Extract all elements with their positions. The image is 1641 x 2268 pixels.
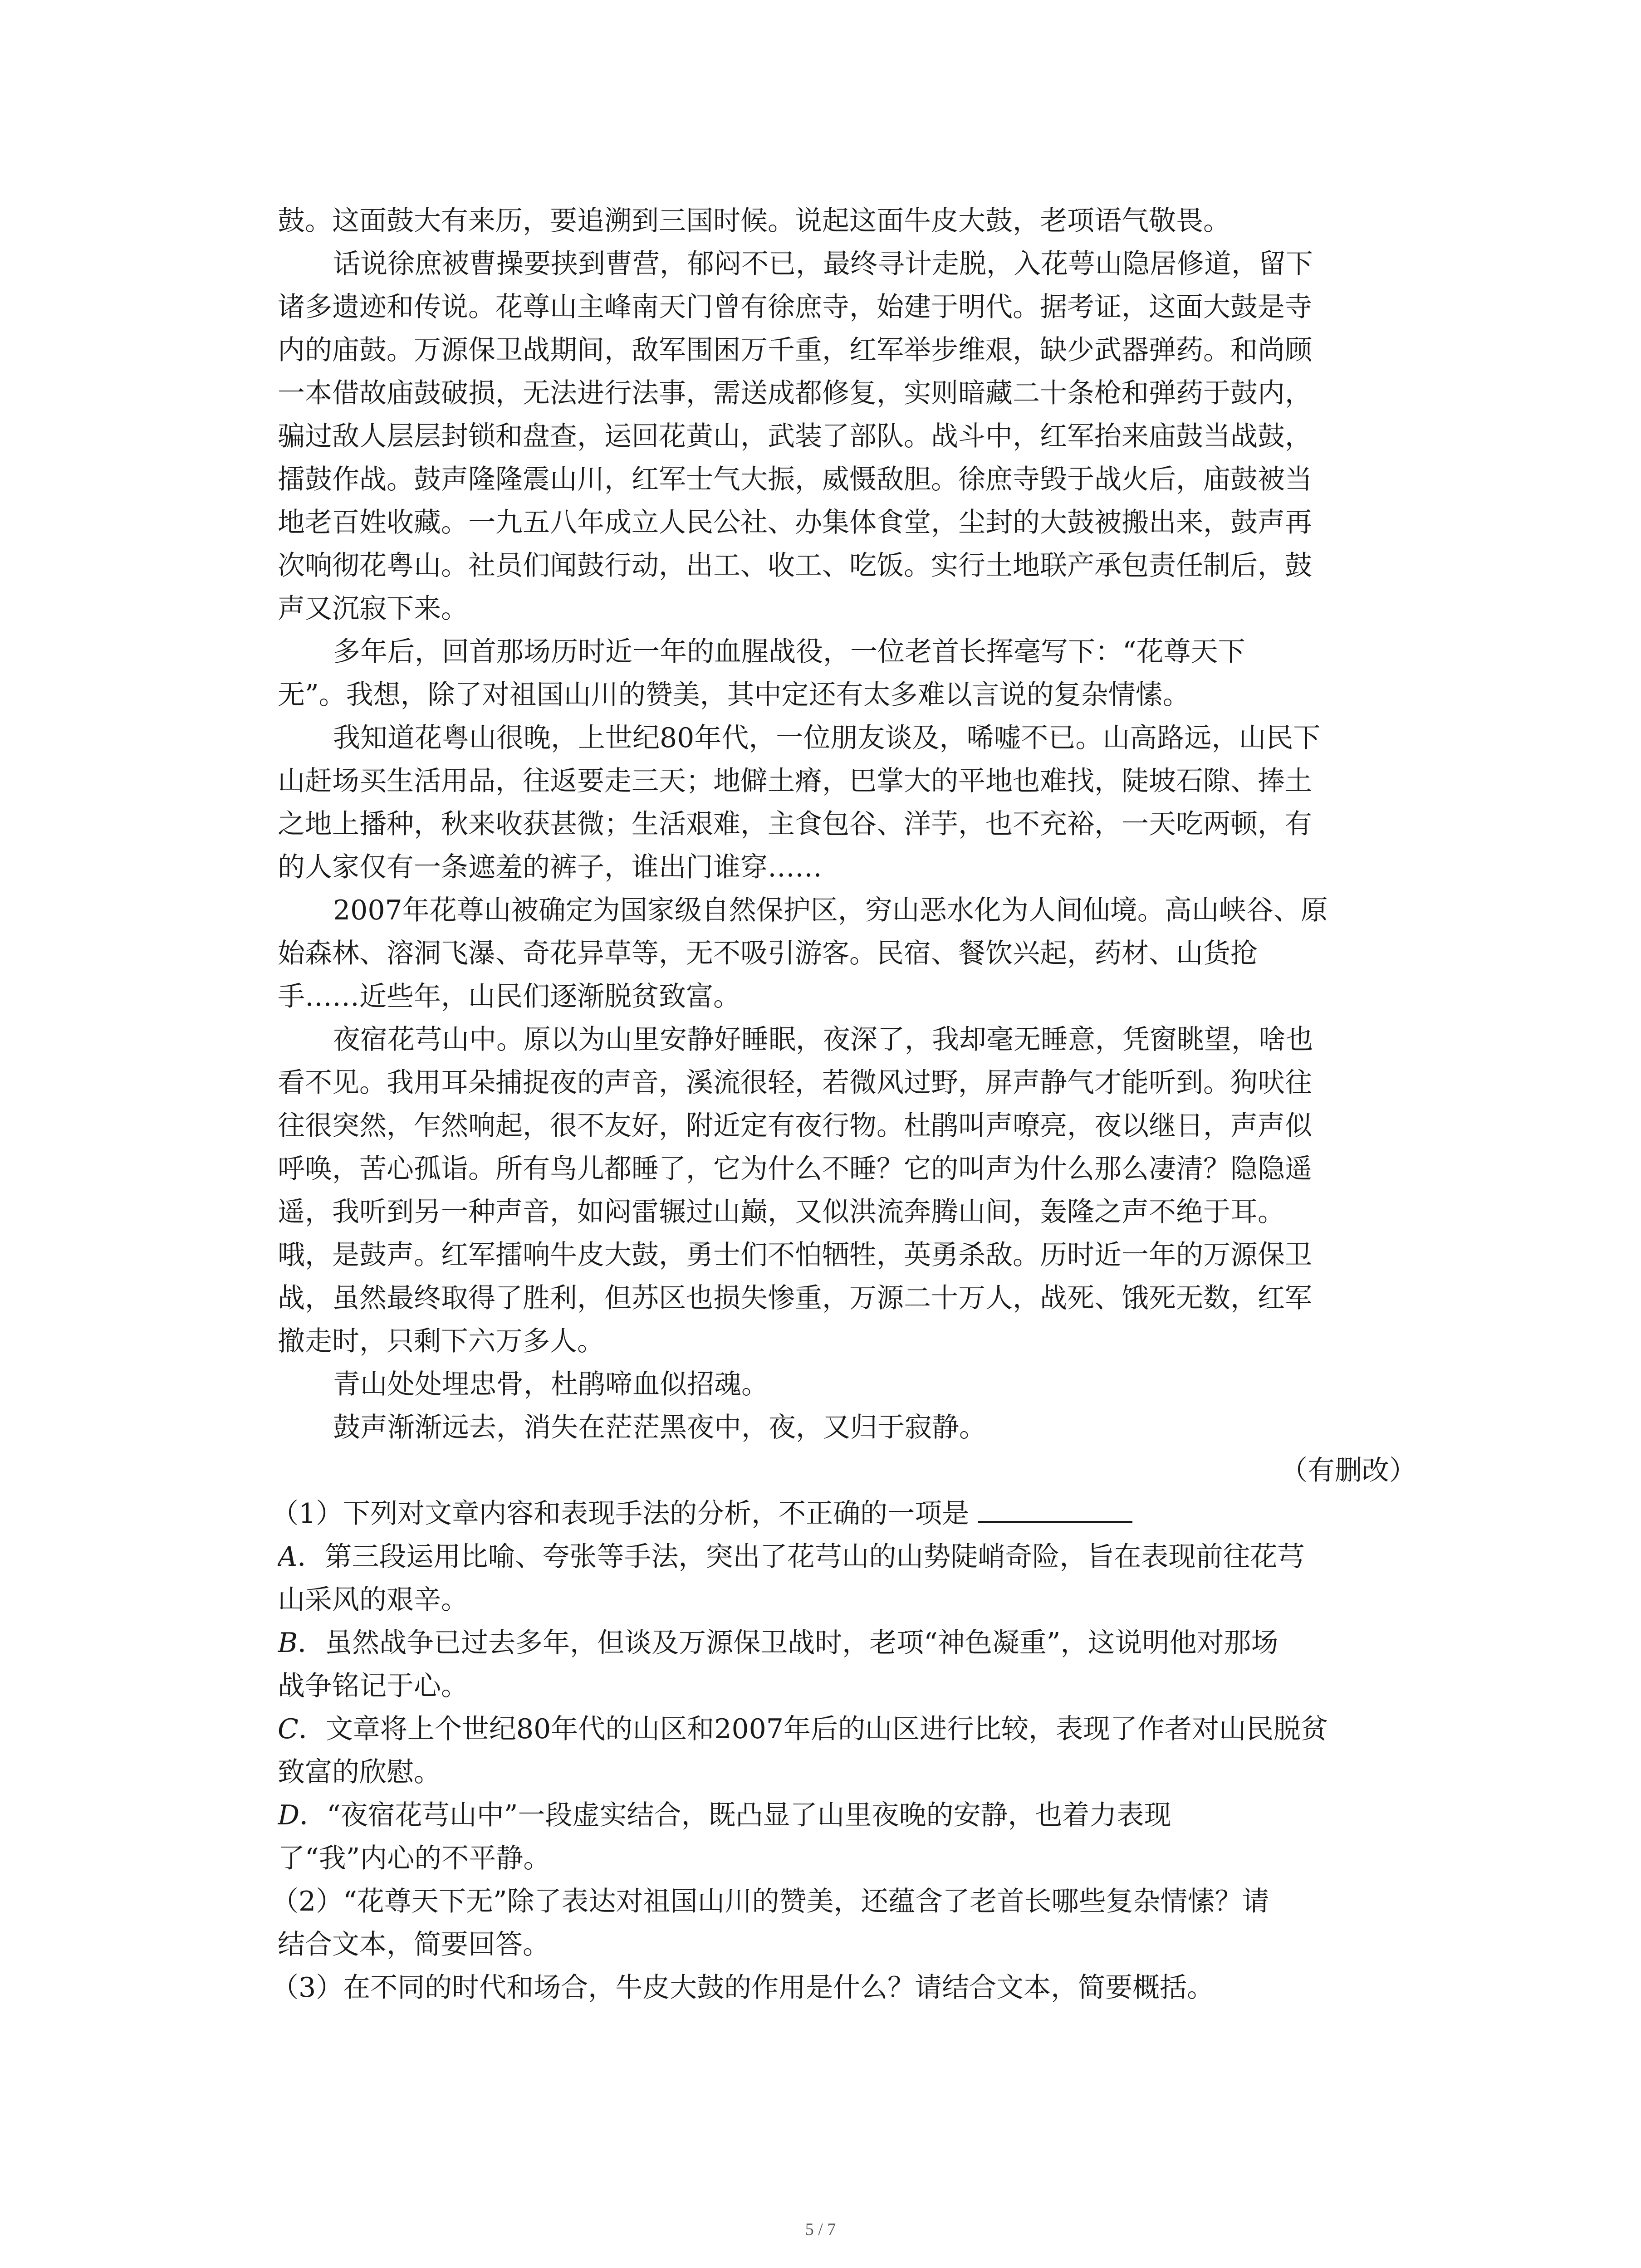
passage-line: 哦，是鼓声。红军擂响牛皮大鼓，勇士们不怕牺牲，英勇杀敌。历时近一年的万源保卫	[278, 1239, 1312, 1271]
option-b-letter: B	[278, 1627, 298, 1659]
option-b-continued: 战争铭记于心。	[278, 1670, 468, 1702]
passage-line: 遥，我听到另一种声音，如闷雷辗过山巅，又似洪流奔腾山间，轰隆之声不绝于耳。	[278, 1196, 1285, 1228]
option-c	[278, 1708, 1421, 1751]
passage-line: 2007年花尊山被确定为国家级自然保护区，穷山恶水化为人间仙境。高山峡谷、原	[333, 894, 1328, 926]
answer-blank	[978, 1494, 1132, 1523]
option-a	[278, 1535, 1421, 1579]
option-a-letter: A	[278, 1541, 298, 1573]
passage-line: 地老百姓收藏。一九五八年成立人民公社、办集体食堂，尘封的大鼓被搬出来，鼓声再	[278, 507, 1312, 538]
option-c-letter: C	[278, 1713, 299, 1745]
passage-line: 之地上播种，秋来收获甚微；生活艰难，主食包谷、洋芋，也不充裕，一天吃两顿，有	[278, 808, 1312, 840]
source-note: （有删改）	[1280, 1455, 1416, 1486]
option-d	[278, 1794, 1421, 1837]
passage-line: 手……近些年，山民们逐渐脱贫致富。	[278, 981, 740, 1012]
option-a-text: ．第三段运用比喻、夸张等手法，突出了花芎山的山势陡峭奇险，旨在表现前往花芎	[297, 1541, 1305, 1573]
option-b	[278, 1622, 1421, 1665]
passage-line: 擂鼓作战。鼓声隆隆震山川，红军士气大振，威慑敌胆。徐庶寺毁于战火后，庙鼓被当	[278, 464, 1312, 495]
passage-line: 诸多遗迹和传说。花尊山主峰南天门曾有徐庶寺，始建于明代。据考证，这面大鼓是寺	[278, 291, 1312, 323]
passage-line: 撤走时，只剩下六万多人。	[278, 1325, 604, 1357]
option-d-letter: D	[278, 1799, 300, 1831]
passage-line: 一本借故庙鼓破损，无法进行法事，需送成都修复，实则暗藏二十条枪和弹药于鼓内，	[278, 377, 1312, 409]
passage-line: 内的庙鼓。万源保卫战期间，敌军围困万千重，红军举步维艰，缺少武器弹药。和尚顾	[278, 334, 1312, 366]
passage-body	[271, 200, 1421, 2009]
passage-line: 的人家仅有一条遮羞的裤子，谁出门谁穿……	[278, 851, 822, 883]
passage-line: 呼唤，苦心孤诣。所有鸟儿都睡了，它为什么不睡？它的叫声为什么那么凄清？隐隐遥	[278, 1153, 1312, 1185]
question-2-continued: 结合文本，简要回答。	[278, 1929, 550, 1960]
passage-line: 始森林、溶洞飞瀑、奇花异草等，无不吸引游客。民宿、餐饮兴起，药材、山货抢	[278, 938, 1258, 969]
question-3: （3）在不同的时代和场合，牛皮大鼓的作用是什么？请结合文本，简要概括。	[271, 1972, 1215, 2004]
passage-line: 次响彻花粤山。社员们闻鼓行动，出工、收工、吃饭。实行土地联产承包责任制后，鼓	[278, 550, 1312, 582]
passage-line: 山赶场买生活用品，往返要走三天；地僻土瘠，巴掌大的平地也难找，陡坡石隙、捧土	[278, 765, 1312, 797]
passage-line: 鼓。这面鼓大有来历，要追溯到三国时候。说起这面牛皮大鼓，老项语气敬畏。	[278, 205, 1230, 237]
passage-line: 无”。我想，除了对祖国山川的赞美，其中定还有太多难以言说的复杂情愫。	[278, 679, 1190, 711]
passage-line: 鼓声渐渐远去，消失在茫茫黑夜中，夜，又归于寂静。	[333, 1412, 986, 1443]
passage-line: 骗过敌人层层封锁和盘查，运回花黄山，武装了部队。战斗中，红军抬来庙鼓当战鼓，	[278, 420, 1312, 452]
passage-line: 战，虽然最终取得了胜利，但苏区也损失惨重，万源二十万人，战死、饿死无数，红军	[278, 1282, 1312, 1314]
passage-line: 青山处处埋忠骨，杜鹃啼血似招魂。	[333, 1369, 769, 1400]
option-c-continued: 致富的欣慰。	[278, 1756, 441, 1788]
option-d-text: ．“夜宿花芎山中”一段虚实结合，既凸显了山里夜晚的安静，也着力表现	[299, 1799, 1171, 1831]
question-1-text: （1）下列对文章内容和表现手法的分析，不正确的一项是	[271, 1498, 970, 1530]
passage-line: 我知道花粤山很晚，上世纪80年代，一位朋友谈及，唏嘘不已。山高路远，山民下	[333, 722, 1321, 754]
option-d-continued: 了“我”内心的不平静。	[278, 1843, 551, 1874]
passage-line: 看不见。我用耳朵捕捉夜的声音，溪流很轻，若微风过野，屏声静气才能听到。狗吠往	[278, 1067, 1312, 1099]
passage-line: 多年后，回首那场历时近一年的血腥战役，一位老首长挥毫写下：“花尊天下	[333, 636, 1245, 668]
passage-line: 话说徐庶被曹操要挟到曹营，郁闷不已，最终寻计走脱，入花萼山隐居修道，留下	[333, 248, 1313, 280]
passage-line: 夜宿花芎山中。原以为山里安静好睡眠，夜深了，我却毫无睡意，凭窗眺望，啥也	[333, 1024, 1313, 1056]
passage-line: 往很突然，乍然响起，很不友好，附近定有夜行物。杜鹃叫声嘹亮，夜以继日，声声似	[278, 1110, 1312, 1142]
page-number: 5 / 7	[805, 2220, 836, 2239]
option-a-continued: 山采风的艰辛。	[278, 1584, 468, 1616]
passage-line: 声又沉寂下来。	[278, 593, 468, 625]
option-c-text: ．文章将上个世纪80年代的山区和2007年后的山区进行比较，表现了作者对山民脱贫	[298, 1713, 1328, 1745]
question-1	[271, 1492, 1421, 1535]
option-b-text: ．虽然战争已过去多年，但谈及万源保卫战时，老项“神色凝重”，这说明他对那场	[298, 1627, 1279, 1659]
question-2: （2）“花尊天下无”除了表达对祖国山川的赞美，还蕴含了老首长哪些复杂情愫？请	[271, 1886, 1269, 1917]
